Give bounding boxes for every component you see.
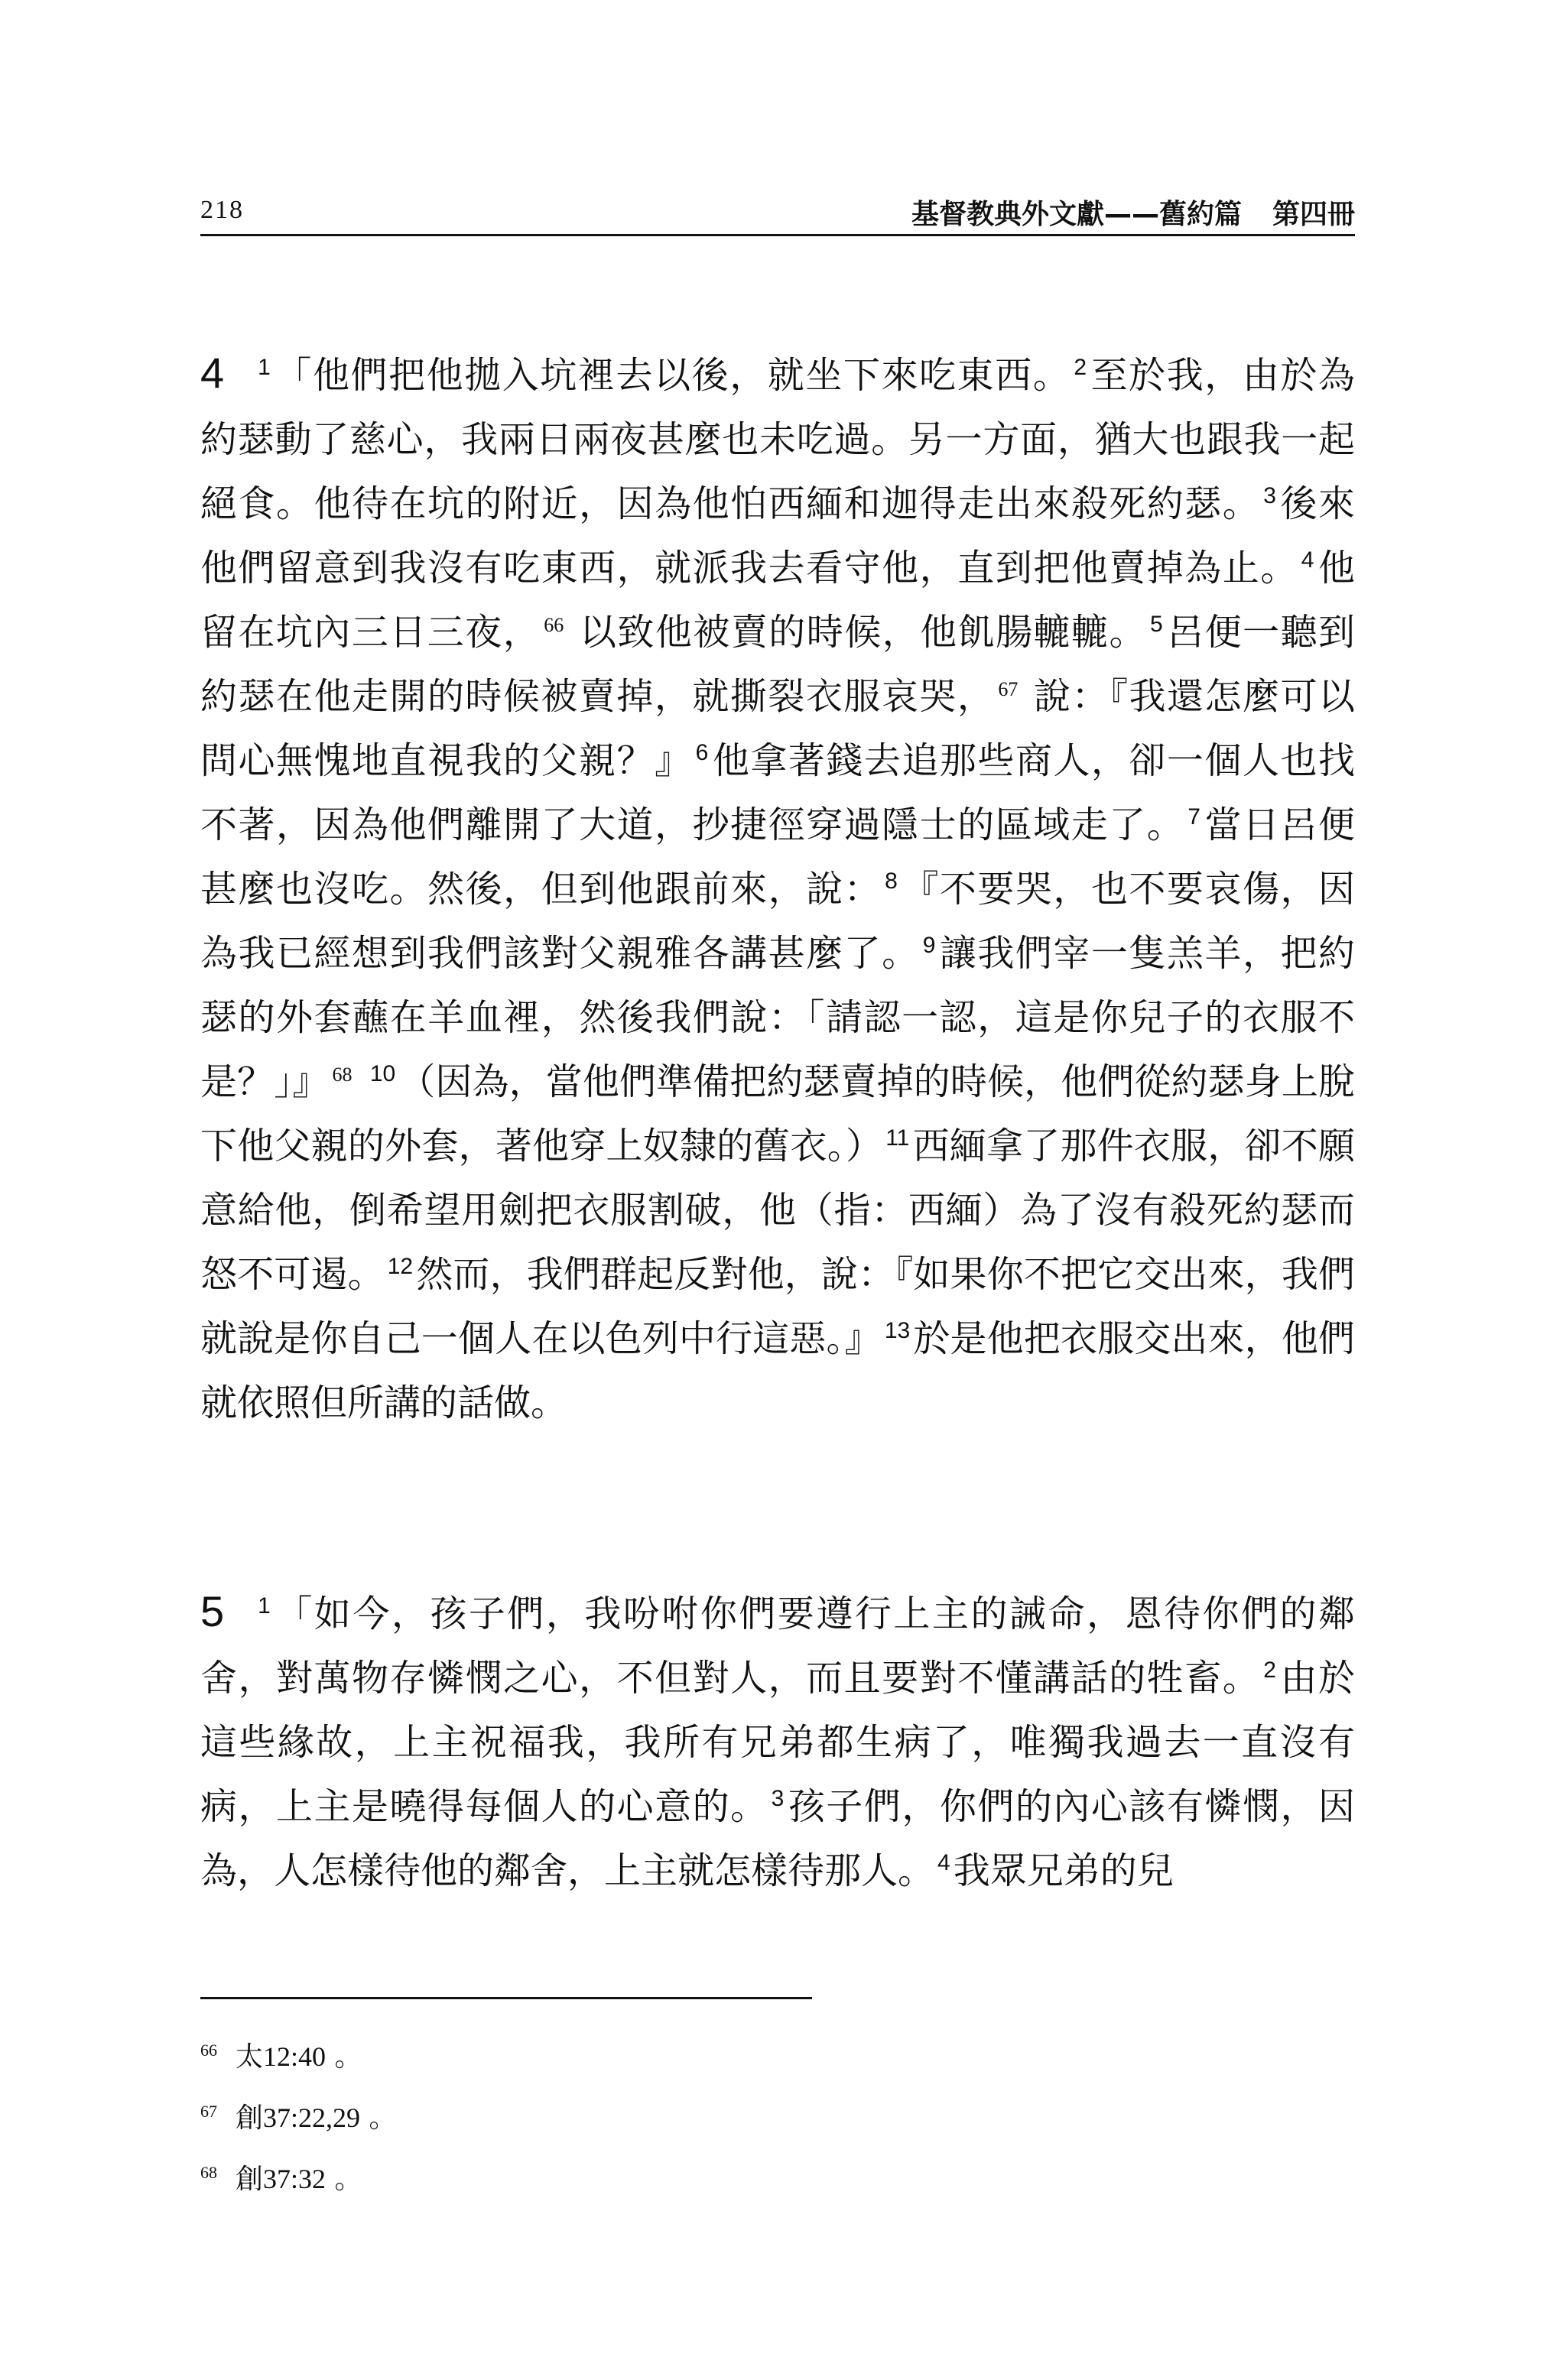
verse-text: 「他們把他拋入坑裡去以後，就坐下來吃東西。	[273, 354, 1071, 397]
verse-text: 他留在坑內三日三夜，	[200, 547, 1355, 654]
verse-text: 後來他們留意到我沒有吃東西，就派我去看守他，直到把他賣掉為止。	[200, 482, 1355, 589]
verse-text: 呂便一聽到約瑟在他走開的時候被賣掉，就撕裂衣服哀哭，	[200, 611, 1355, 718]
verse-number: 6	[695, 740, 709, 765]
verse-number: 9	[922, 933, 936, 958]
book-title: 基督教典外文獻——舊約篇	[911, 199, 1242, 230]
footnote	[200, 2148, 1118, 2210]
verse-text: 「如今，孩子們，我吩咐你們要遵行上主的誡命，恩待你們的鄰舍，對萬物存憐憫之心，不但對人，而且要對不懂講話的牲畜。	[200, 1593, 1355, 1700]
verse-number: 5	[1149, 612, 1163, 637]
verse-number: 8	[885, 869, 898, 894]
footnote-reference: 太12:40	[236, 2041, 327, 2072]
footnote-reference: 創37:32	[236, 2164, 327, 2194]
verse-number: 7	[1187, 804, 1200, 830]
verse-text: 由於這些緣故，上主祝福我，我所有兄弟都生病了，唯獨我過去一直沒有病，上主是曉得每個人的心意的。	[200, 1657, 1355, 1828]
verse-text: 他拿著錢去追那些商人，卻一個人也找不著，因為他們離開了大道，抄捷徑穿過隱士的區域走了。	[200, 739, 1355, 846]
verse-text: 以致他被賣的時候，他飢腸轆轆。	[567, 611, 1147, 654]
footnote-ref: 66	[544, 614, 564, 636]
chapter-5-text	[200, 1593, 1355, 1892]
footnote-mark: 66	[200, 2041, 217, 2060]
verse-text: 孩子們，你們的內心該有憐憫，因為，人怎樣待他的鄰舍，上主就怎樣待那人。	[200, 1785, 1355, 1892]
footnote-ref: 67	[998, 678, 1019, 700]
verse-number: 4	[937, 1850, 950, 1875]
chapter-4-paragraph	[200, 341, 1355, 1435]
chapter-5-paragraph	[200, 1580, 1355, 1903]
verse-number: 4	[1301, 547, 1314, 573]
footnotes	[200, 2026, 1118, 2210]
verse-text	[355, 1060, 366, 1103]
verse-number: 1	[258, 355, 271, 380]
chapter-4-text	[200, 354, 1355, 1424]
chapter-4	[200, 341, 1355, 1435]
verse-text: 西緬拿了那件衣服，卻不願意給他，倒希望用劍把衣服割破，他（指：西緬）為了沒有殺死約瑟而怒不可遏。	[200, 1125, 1355, 1296]
chapter-number: 5	[200, 1587, 225, 1635]
volume-label: 第四冊	[1272, 199, 1355, 230]
footnote	[200, 2087, 1118, 2148]
verse-text: 說：『我還怎麼可以問心無愧地直視我的父親？』	[200, 675, 1355, 782]
verse-text: 我眾兄弟的兒	[953, 1849, 1174, 1892]
verse-text: 讓我們宰一隻羔羊，把約瑟的外套蘸在羊血裡，然後我們說：「請認一認，這是你兒子的衣服不是？」』	[200, 932, 1355, 1103]
footnote-reference: 創37:22,29	[236, 2102, 361, 2133]
verse-number: 11	[885, 1125, 910, 1151]
verse-text: （因為，當他們準備把約瑟賣掉的時候，他們從約瑟身上脫下他父親的外套，著他穿上奴隸的舊衣。）	[200, 1060, 1355, 1167]
chapter-number: 4	[200, 349, 225, 397]
verse-number: 1	[258, 1593, 271, 1619]
verse-number: 2	[1074, 355, 1087, 380]
verse-number: 2	[1263, 1658, 1276, 1683]
verse-text: 於是他把衣服交出來，他們就依照但所講的話做。	[200, 1317, 1355, 1424]
running-title	[911, 193, 1355, 232]
verse-number: 3	[1263, 483, 1276, 508]
verse-number: 3	[771, 1786, 785, 1811]
verse-number: 10	[369, 1061, 396, 1086]
running-header	[200, 188, 1355, 236]
verse-text: 當日呂便甚麼也沒吃。然後，但到他跟前來，說：	[200, 804, 1355, 911]
chapter-5	[200, 1580, 1355, 1903]
verse-text: 至於我，由於為約瑟動了慈心，我兩日兩夜甚麼也未吃過。另一方面，猶大也跟我一起絕食。他待在坑的附近，因為他怕西緬和迦得走出來殺死約瑟。	[200, 354, 1355, 525]
footnote-end: 。	[360, 2102, 397, 2134]
page-number: 218	[200, 196, 244, 224]
footnote-mark: 68	[200, 2163, 217, 2182]
footnote-ref: 68	[332, 1063, 353, 1086]
footnote-end: 。	[326, 2164, 362, 2195]
footnote	[200, 2026, 1118, 2087]
verse-text: 然而，我們群起反對他，說：『如果你不把它交出來，我們就說是你自己一個人在以色列中行這惡。』	[200, 1253, 1355, 1360]
footnote-end: 。	[326, 2041, 362, 2073]
footnote-divider	[200, 1997, 812, 1999]
footnote-mark: 67	[200, 2102, 217, 2121]
verse-number: 12	[387, 1254, 414, 1279]
verse-text: 『不要哭，也不要哀傷，因為我已經想到我們該對父親雅各講甚麼了。	[200, 868, 1355, 975]
verse-number: 13	[884, 1318, 911, 1343]
